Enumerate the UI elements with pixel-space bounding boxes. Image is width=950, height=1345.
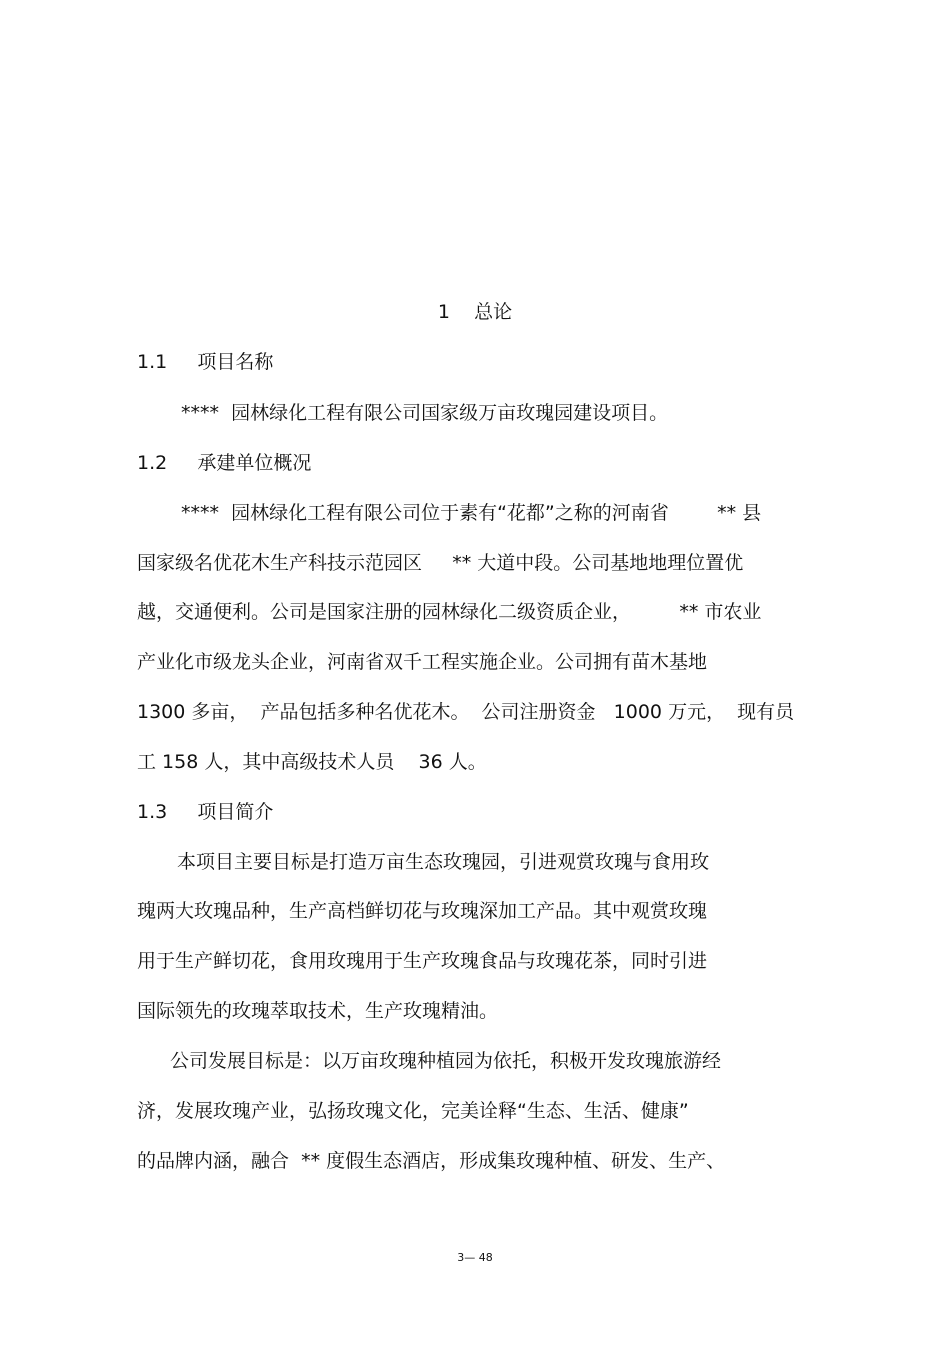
paragraph-line: 国家级名优花木生产科技示范园区 ** 大道中段。公司基地地理位置优: [137, 552, 744, 574]
paragraph-line: 济，发展玫瑰产业，弘扬玫瑰文化，完美诠释“生态、生活、健康”: [137, 1100, 689, 1122]
paragraph-line: 的品牌内涵，融合 ** 度假生态酒店，形成集玫瑰种植、研发、生产、: [137, 1150, 726, 1172]
paragraph-line: 工 158 人，其中高级技术人员 36 人。: [137, 751, 487, 773]
paragraph-line: 瑰两大玫瑰品种，生产高档鲜切花与玫瑰深加工产品。其中观赏玫瑰: [137, 900, 708, 922]
paragraph-line: **** 园林绿化工程有限公司国家级万亩玫瑰园建设项目。: [181, 402, 669, 424]
paragraph-line: 国际领先的玫瑰萃取技术，生产玫瑰精油。: [137, 1000, 499, 1022]
paragraph-line: 本项目主要目标是打造万亩生态玫瑰园，引进观赏玫瑰与食用玫: [177, 851, 710, 873]
section-heading: 1.3 项目简介: [137, 801, 274, 823]
section-heading: 1.2 承建单位概况: [137, 452, 312, 474]
paragraph-line: 越，交通便利。公司是国家注册的园林绿化二级资质企业， ** 市农业: [137, 601, 762, 623]
chapter-title: 1 总论: [437, 301, 513, 323]
paragraph-line: 产业化市级龙头企业，河南省双千工程实施企业。公司拥有苗木基地: [137, 651, 708, 673]
section-heading: 1.1 项目名称: [137, 351, 274, 373]
page-number: 3— 48: [457, 1251, 493, 1264]
paragraph-line: 用于生产鲜切花，食用玫瑰用于生产玫瑰食品与玫瑰花茶，同时引进: [137, 950, 708, 972]
paragraph-line: 1300 多亩， 产品包括多种名优花木。 公司注册资金 1000 万元， 现有员: [137, 701, 795, 723]
paragraph-line: 公司发展目标是：以万亩玫瑰种植园为依托，积极开发玫瑰旅游经: [170, 1050, 722, 1072]
paragraph-line: **** 园林绿化工程有限公司位于素有“花都”之称的河南省 ** 县: [181, 502, 762, 524]
